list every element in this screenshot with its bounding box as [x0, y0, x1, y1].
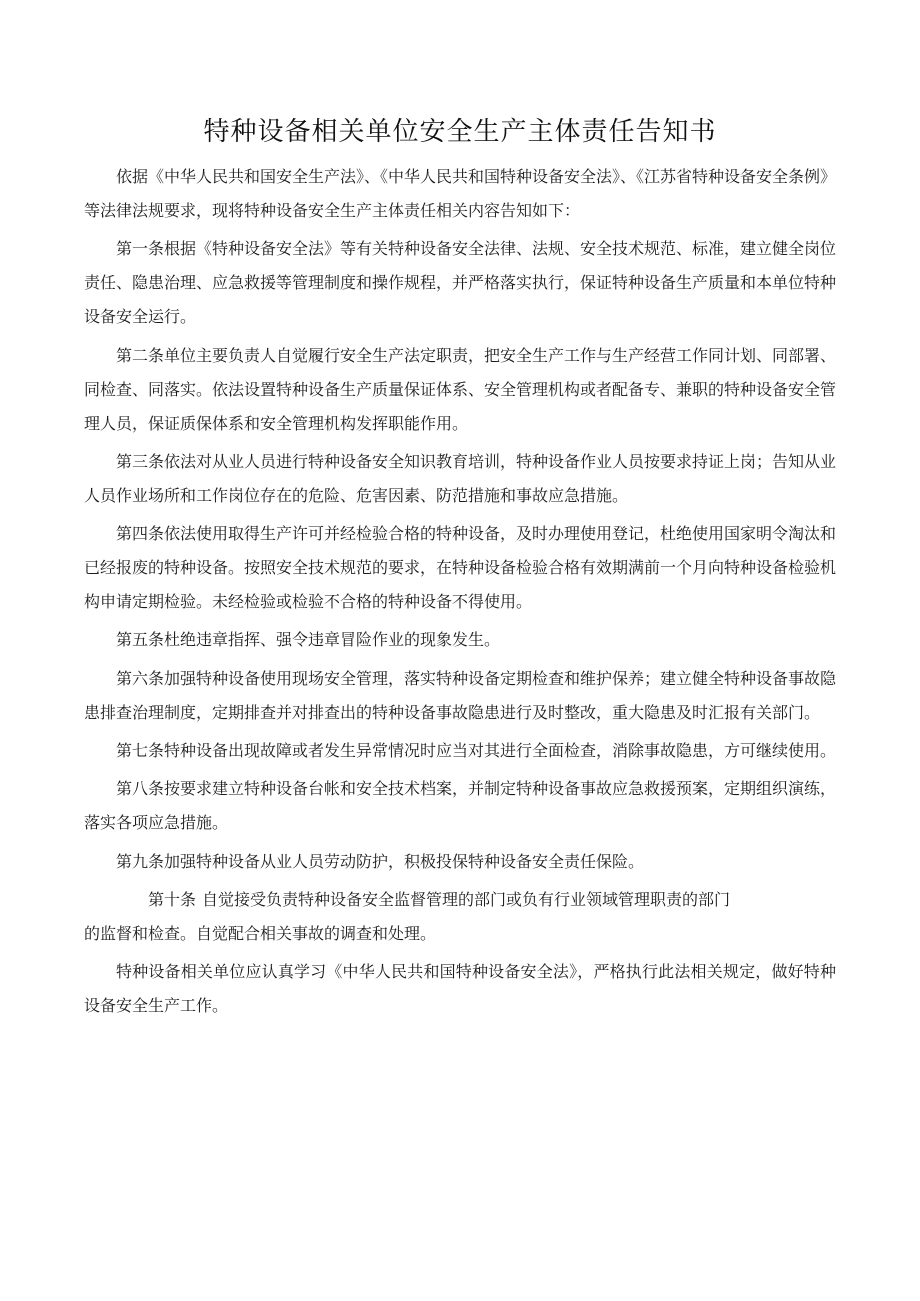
document-title: 特种设备相关单位安全生产主体责任告知书: [203, 117, 717, 147]
article-3: 第三条依法对从业人员进行特种设备安全知识教育培训，特种设备作业人员按要求持证上岗；告知从业人员作业场所和工作岗位存在的危险、危害因素、防范措施和事故应急措施。: [84, 451, 837, 505]
article-7: 第七条特种设备出现故障或者发生异常情况时应当对其进行全面检查，消除事故隐患，方可继续使用。: [116, 741, 837, 761]
document-body: [84, 160, 836, 1028]
article-1: 第一条根据《特种设备安全法》等有关特种设备安全法律、法规、安全技术规范、标准，建立健全岗位责任、隐患治理、应急救援等管理制度和操作规程，并严格落实执行，保证特种设备生产质量和本单位特种设备安全运行。: [84, 239, 837, 327]
article-10: [84, 883, 836, 951]
article-10-line1: 自觉接受负责特种设备安全监督管理的部门或负有行业领域管理职责的部门: [202, 889, 731, 909]
article-10-line2: 的监督和检查。自觉配合相关事故的调查和处理。: [84, 923, 437, 943]
article-8: 第八条按要求建立特种设备台帐和安全技术档案，并制定特种设备事故应急救援预案，定期组织演练，落实各项应急措施。: [84, 779, 837, 833]
article-9: 第九条加强特种设备从业人员劳动防护，积极投保特种设备安全责任保险。: [116, 851, 645, 871]
closing-paragraph: 特种设备相关单位应认真学习《中华人民共和国特种设备安全法》，严格执行此法相关规定，做好特种设备安全生产工作。: [84, 962, 836, 1016]
article-10-label: 第十条: [148, 889, 197, 909]
article-2: 第二条单位主要负责人自觉履行安全生产法定职责，把安全生产工作与生产经营工作同计划、同部署、同检查、同落实。依法设置特种设备生产质量保证体系、安全管理机构或者配备专、兼职的特种设备安全管理人员，保证质保体系和安全管理机构发挥职能作用。: [84, 345, 837, 433]
article-6: 第六条加强特种设备使用现场安全管理，落实特种设备定期检查和维护保养；建立健全特种设备事故隐患排查治理制度，定期排查并对排查出的特种设备事故隐患进行及时整改，重大隐患及时汇报有关部门。: [84, 668, 837, 722]
article-5: 第五条杜绝违章指挥、强令违章冒险作业的现象发生。: [116, 630, 501, 650]
article-4: 第四条依法使用取得生产许可并经检验合格的特种设备，及时办理使用登记，杜绝使用国家明令淘汰和已经报废的特种设备。按照安全技术规范的要求，在特种设备检验合格有效期满前一个月向特种设备检验机构申请定期检验。未经检验或检验不合格的特种设备不得使用。: [84, 524, 837, 612]
intro-paragraph: 依据《中华人民共和国安全生产法》、《中华人民共和国特种设备安全法》、《江苏省特种设备安全条例》等法律法规要求，现将特种设备安全生产主体责任相关内容告知如下：: [84, 167, 837, 220]
